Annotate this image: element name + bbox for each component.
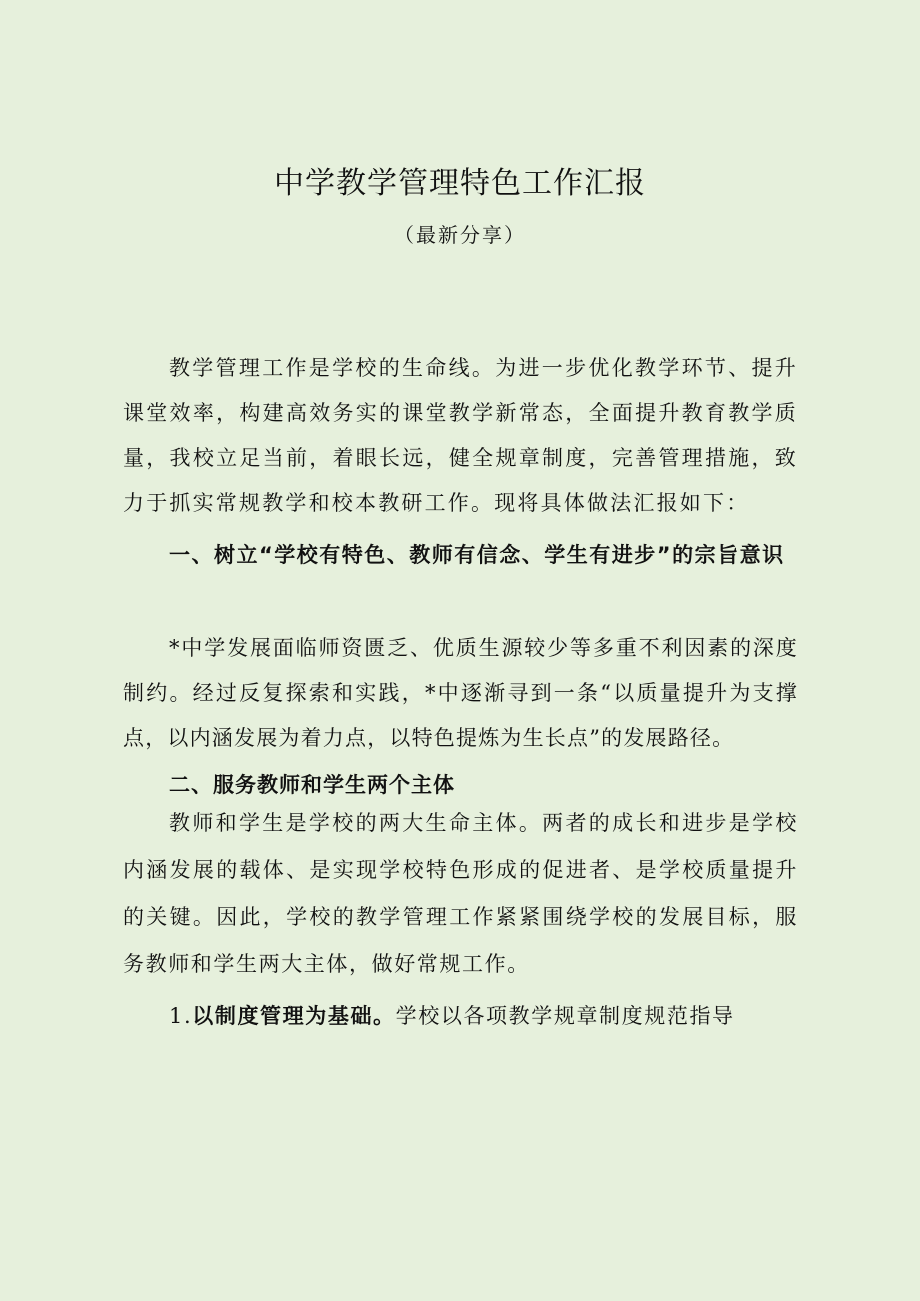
document-subtitle: （最新分享） <box>394 223 526 247</box>
document-title: 中学教学管理特色工作汇报 <box>274 166 646 201</box>
paragraph-section-1: *中学发展面临师资匮乏、优质生源较少等多重不利因素的深度制约。经过反复探索和实践，*中逐渐寻到一条“以质量提升为支撑点，以内涵发展为着力点，以特色提炼为生长点”的发展路径。 <box>123 636 798 750</box>
paragraph-intro: 教学管理工作是学校的生命线。为进一步优化教学环节、提升课堂效率，构建高效务实的课堂教学新常态，全面提升教育教学质量，我校立足当前，着眼长远，健全规章制度，完善管理措施，致力于抓实常规教学和校本教研工作。现将具体做法汇报如下： <box>123 356 798 515</box>
list-item-bold-lead: 以制度管理为基础。 <box>192 1004 396 1028</box>
section-heading-1: 一、树立“学校有特色、教师有信念、学生有进步”的宗旨意识 <box>169 543 785 567</box>
list-item-1 <box>123 994 798 1039</box>
list-item-number: 1. <box>169 1004 193 1028</box>
list-item-text: 学校以各项教学规章制度规范指导 <box>395 1004 735 1028</box>
paragraph-section-2: 教师和学生是学校的两大生命主体。两者的成长和进步是学校内涵发展的载体、是实现学校特色形成的促进者、是学校质量提升的关键。因此，学校的教学管理工作紧紧围绕学校的发展目标，服务教师和学生两大主体，做好常规工作。 <box>123 811 798 976</box>
section-heading-2: 二、服务教师和学生两个主体 <box>169 773 455 797</box>
